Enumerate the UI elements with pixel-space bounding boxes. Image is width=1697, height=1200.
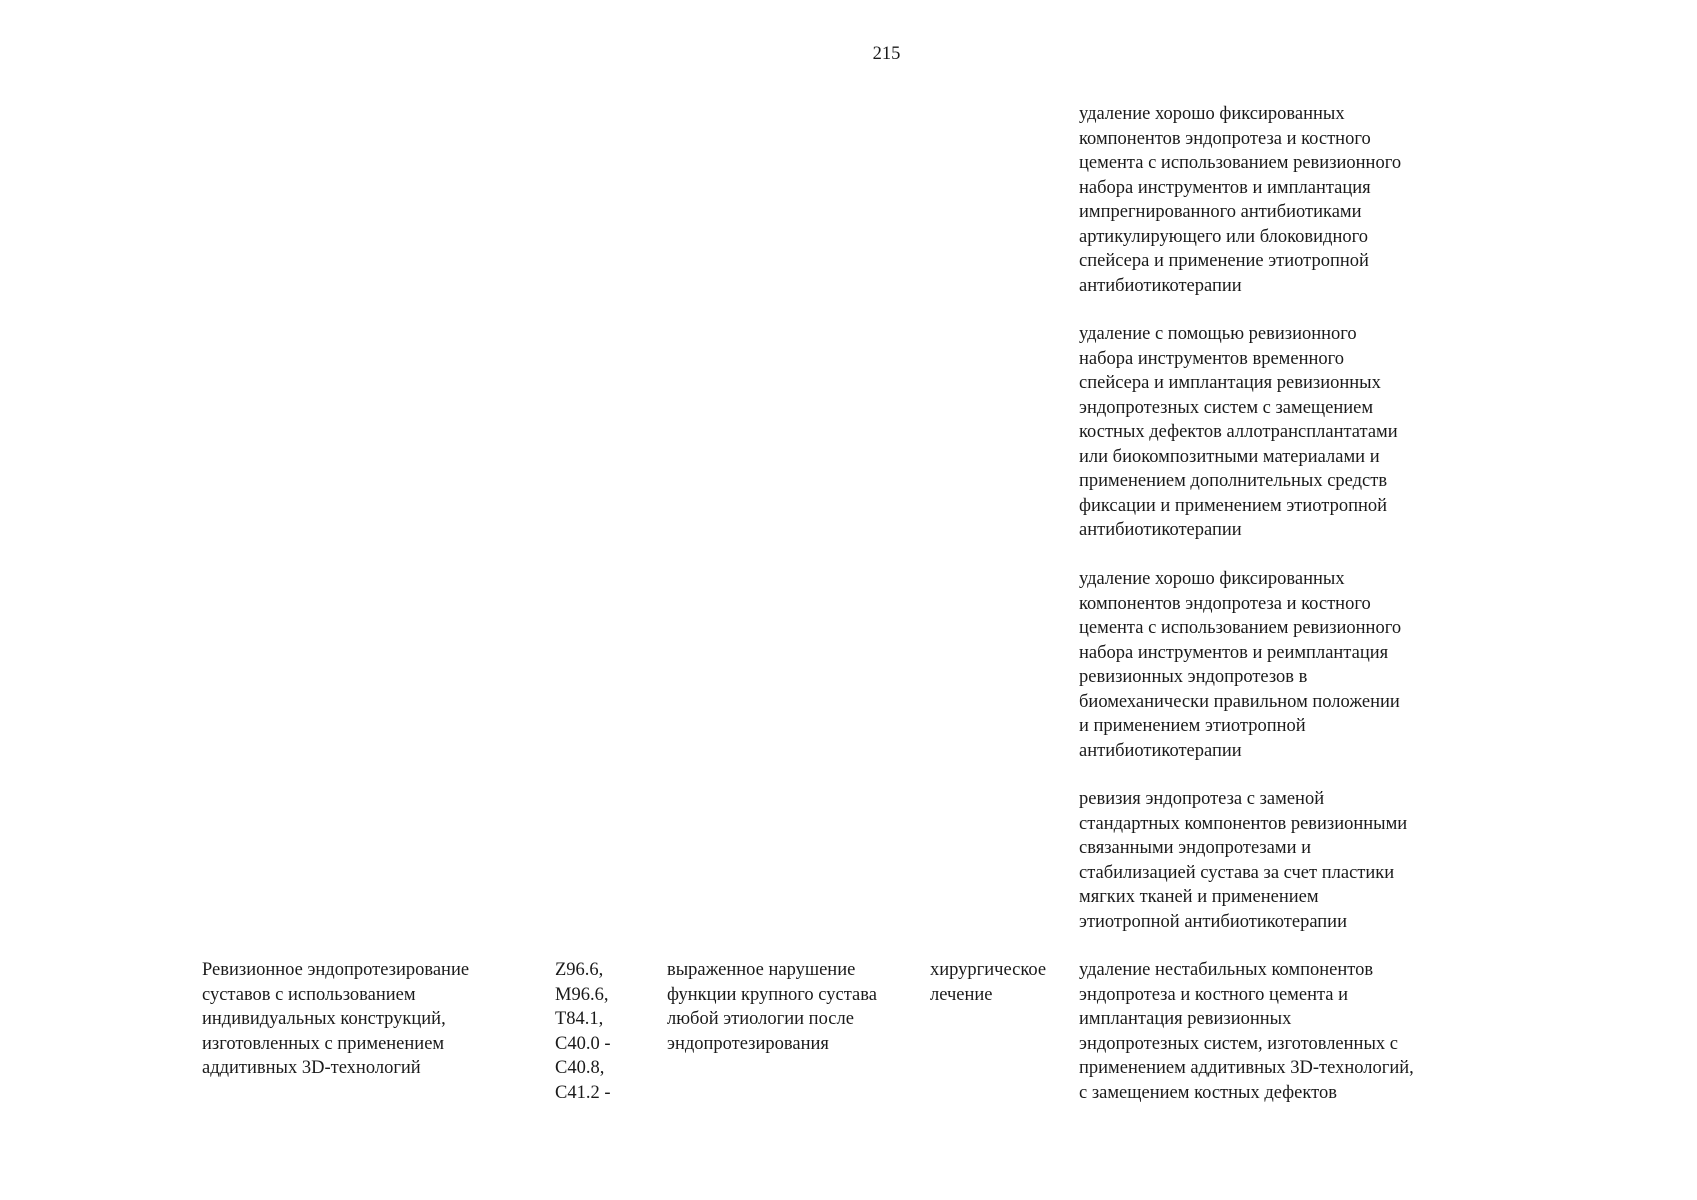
row-procedure-name: Ревизионное эндопротезирование суставов с использованием индивидуальных конструкций, изготовленных с применением аддитивных 3D-технологий <box>202 960 470 1078</box>
method-text-4: ревизия эндопротеза с заменой стандартных компонентов ревизионными связанными эндопротезами и стабилизацией сустава за счет пластики мягких тканей и применением этиотропной антибиотикотерапии <box>1079 789 1408 932</box>
row-patient-model: выраженное нарушение функции крупного сустава любой этиологии после эндопротезирования <box>667 960 877 1054</box>
row-diagnosis-codes: Z96.6, M96.6, T84.1, C40.0 - C40.8, C41.2 - <box>555 960 611 1103</box>
row-treatment-type: хирургическое лечение <box>930 960 1047 1005</box>
method-text-1: удаление хорошо фиксированных компонентов эндопротеза и костного цемента с использованием ревизионного набора инструментов и имплантация импрегнированного антибиотиками артикулирующего или блоковидного спейсера и применение этиотропной антибиотикотерапии <box>1079 104 1402 296</box>
page-number: 215 <box>872 44 901 64</box>
method-text-2: удаление с помощью ревизионного набора инструментов временного спейсера и имплантация ревизионных эндопротезных систем с замещением костных дефектов аллотрансплантатами или биокомпозитными материалами и применением дополнительных средств фиксации и применением этиотропной антибиотикотерапии <box>1079 324 1398 540</box>
method-text-3: удаление хорошо фиксированных компонентов эндопротеза и костного цемента с использованием ревизионного набора инструментов и реимплантация ревизионных эндопротезов в биомеханически правильном положении и применением этиотропной антибиотикотерапии <box>1079 569 1402 761</box>
row-treatment-method: удаление нестабильных компонентов эндопротеза и костного цемента и имплантация ревизионных эндопротезных систем, изготовленных с применением аддитивных 3D-технологий, с замещением костных дефектов <box>1079 960 1414 1103</box>
